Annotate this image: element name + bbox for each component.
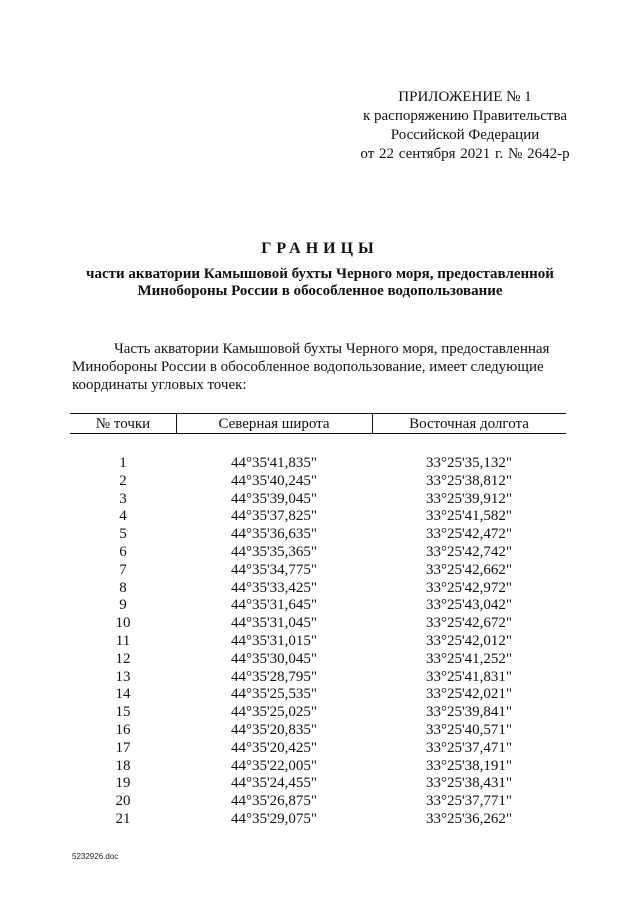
intro-line-3: координаты угловых точек:: [72, 377, 247, 393]
document-subtitle: [40, 266, 600, 300]
longitude-cell: 33°25'39,912": [425, 490, 513, 507]
table-body: [70, 455, 566, 829]
point-number-cell: 20: [115, 793, 131, 810]
table-row: [70, 562, 566, 580]
longitude-cell: 33°25'42,972": [425, 579, 513, 596]
point-number-cell: 17: [115, 739, 131, 756]
header-point-number: № точки: [95, 416, 151, 432]
latitude-cell: 44°35'30,045": [230, 650, 318, 667]
table-row: [70, 544, 566, 562]
table-row: [70, 508, 566, 526]
point-number-cell: 9: [119, 597, 127, 614]
latitude-cell: 44°35'39,045": [230, 490, 318, 507]
subtitle-line-2: Минобороны России в обособленное водопользование: [137, 283, 503, 299]
latitude-cell: 44°35'31,645": [230, 597, 318, 614]
table-row: [70, 704, 566, 722]
point-number-cell: 3: [119, 490, 127, 507]
longitude-cell: 33°25'42,672": [425, 615, 513, 632]
longitude-cell: 33°25'37,471": [425, 739, 513, 756]
appendix-number: ПРИЛОЖЕНИЕ № 1: [398, 89, 532, 105]
table-row: [70, 580, 566, 598]
latitude-cell: 44°35'25,535": [230, 686, 318, 703]
document-title: ГРАНИЦЫ: [261, 240, 379, 257]
latitude-cell: 44°35'41,835": [230, 455, 318, 471]
latitude-cell: 44°35'29,075": [230, 810, 318, 827]
point-number-cell: 13: [115, 668, 131, 685]
appendix-header: [340, 88, 590, 164]
longitude-cell: 33°25'40,571": [425, 721, 513, 738]
file-name: 5232926.doc: [72, 852, 119, 861]
latitude-cell: 44°35'33,425": [230, 579, 318, 596]
latitude-cell: 44°35'34,775": [230, 561, 318, 578]
point-number-cell: 6: [119, 543, 127, 560]
table-row: [70, 758, 566, 776]
header-east-longitude: Восточная долгота: [409, 416, 529, 432]
table-row: [70, 651, 566, 669]
point-number-cell: 14: [115, 686, 131, 703]
longitude-cell: 33°25'38,812": [425, 472, 513, 489]
subtitle-line-1: части акватории Камышовой бухты Черного моря, предоставленной: [86, 266, 554, 282]
intro-line-1: Часть акватории Камышовой бухты Черного моря, предоставленная: [114, 341, 550, 357]
latitude-cell: 44°35'37,825": [230, 508, 318, 525]
table-row: [70, 491, 566, 509]
point-number-cell: 4: [119, 508, 127, 525]
longitude-cell: 33°25'41,831": [425, 668, 513, 685]
longitude-cell: 33°25'42,742": [425, 543, 513, 560]
latitude-cell: 44°35'26,875": [230, 793, 318, 810]
latitude-cell: 44°35'24,455": [230, 775, 318, 792]
longitude-cell: 33°25'41,582": [425, 508, 513, 525]
longitude-cell: 33°25'42,021": [425, 686, 513, 703]
point-number-cell: 7: [119, 561, 127, 578]
table-row: [70, 615, 566, 633]
longitude-cell: 33°25'43,042": [425, 597, 513, 614]
table-row: [70, 633, 566, 651]
appendix-date: от 22 сентября 2021 г. № 2642-р: [360, 146, 570, 162]
point-number-cell: 16: [115, 721, 131, 738]
intro-paragraph: [72, 340, 576, 394]
latitude-cell: 44°35'31,045": [230, 615, 318, 632]
longitude-cell: 33°25'38,431": [425, 775, 513, 792]
table-row: [70, 686, 566, 704]
point-number-cell: 5: [119, 526, 127, 543]
table-row: [70, 740, 566, 758]
table-row: [70, 775, 566, 793]
longitude-cell: 33°25'41,252": [425, 650, 513, 667]
table-row: [70, 793, 566, 811]
point-number-cell: 8: [119, 579, 127, 596]
longitude-cell: 33°25'38,191": [425, 757, 513, 774]
latitude-cell: 44°35'20,425": [230, 739, 318, 756]
point-number-cell: 2: [119, 472, 127, 489]
longitude-cell: 33°25'39,841": [425, 704, 513, 721]
table-row: [70, 597, 566, 615]
point-number-cell: 1: [119, 455, 127, 471]
table-header: [70, 414, 566, 433]
latitude-cell: 44°35'31,015": [230, 632, 318, 649]
table-header-rule: [70, 433, 566, 434]
table-row: [70, 722, 566, 740]
header-north-latitude: Северная широта: [218, 416, 330, 432]
longitude-cell: 33°25'42,472": [425, 526, 513, 543]
appendix-order-ref: к распоряжению Правительства: [362, 108, 567, 124]
intro-line-2: Минобороны России в обособленное водопользование, имеет следующие: [72, 359, 544, 375]
longitude-cell: 33°25'35,132": [425, 455, 513, 471]
point-number-cell: 21: [115, 810, 131, 827]
table-row: [70, 811, 566, 829]
table-row: [70, 455, 566, 473]
table-row: [70, 669, 566, 687]
longitude-cell: 33°25'37,771": [425, 793, 513, 810]
point-number-cell: 19: [115, 775, 131, 792]
latitude-cell: 44°35'22,005": [230, 757, 318, 774]
longitude-cell: 33°25'42,012": [425, 632, 513, 649]
latitude-cell: 44°35'28,795": [230, 668, 318, 685]
latitude-cell: 44°35'35,365": [230, 543, 318, 560]
latitude-cell: 44°35'40,245": [230, 472, 318, 489]
point-number-cell: 11: [115, 632, 131, 649]
latitude-cell: 44°35'36,635": [230, 526, 318, 543]
point-number-cell: 18: [115, 757, 131, 774]
table-row: [70, 526, 566, 544]
latitude-cell: 44°35'20,835": [230, 721, 318, 738]
appendix-government: Российской Федерации: [390, 127, 540, 143]
coordinates-table: [70, 413, 566, 829]
point-number-cell: 12: [115, 650, 131, 667]
point-number-cell: 10: [115, 615, 131, 632]
point-number-cell: 15: [115, 704, 131, 721]
latitude-cell: 44°35'25,025": [230, 704, 318, 721]
longitude-cell: 33°25'36,262": [425, 810, 513, 827]
longitude-cell: 33°25'42,662": [425, 561, 513, 578]
table-row: [70, 473, 566, 491]
